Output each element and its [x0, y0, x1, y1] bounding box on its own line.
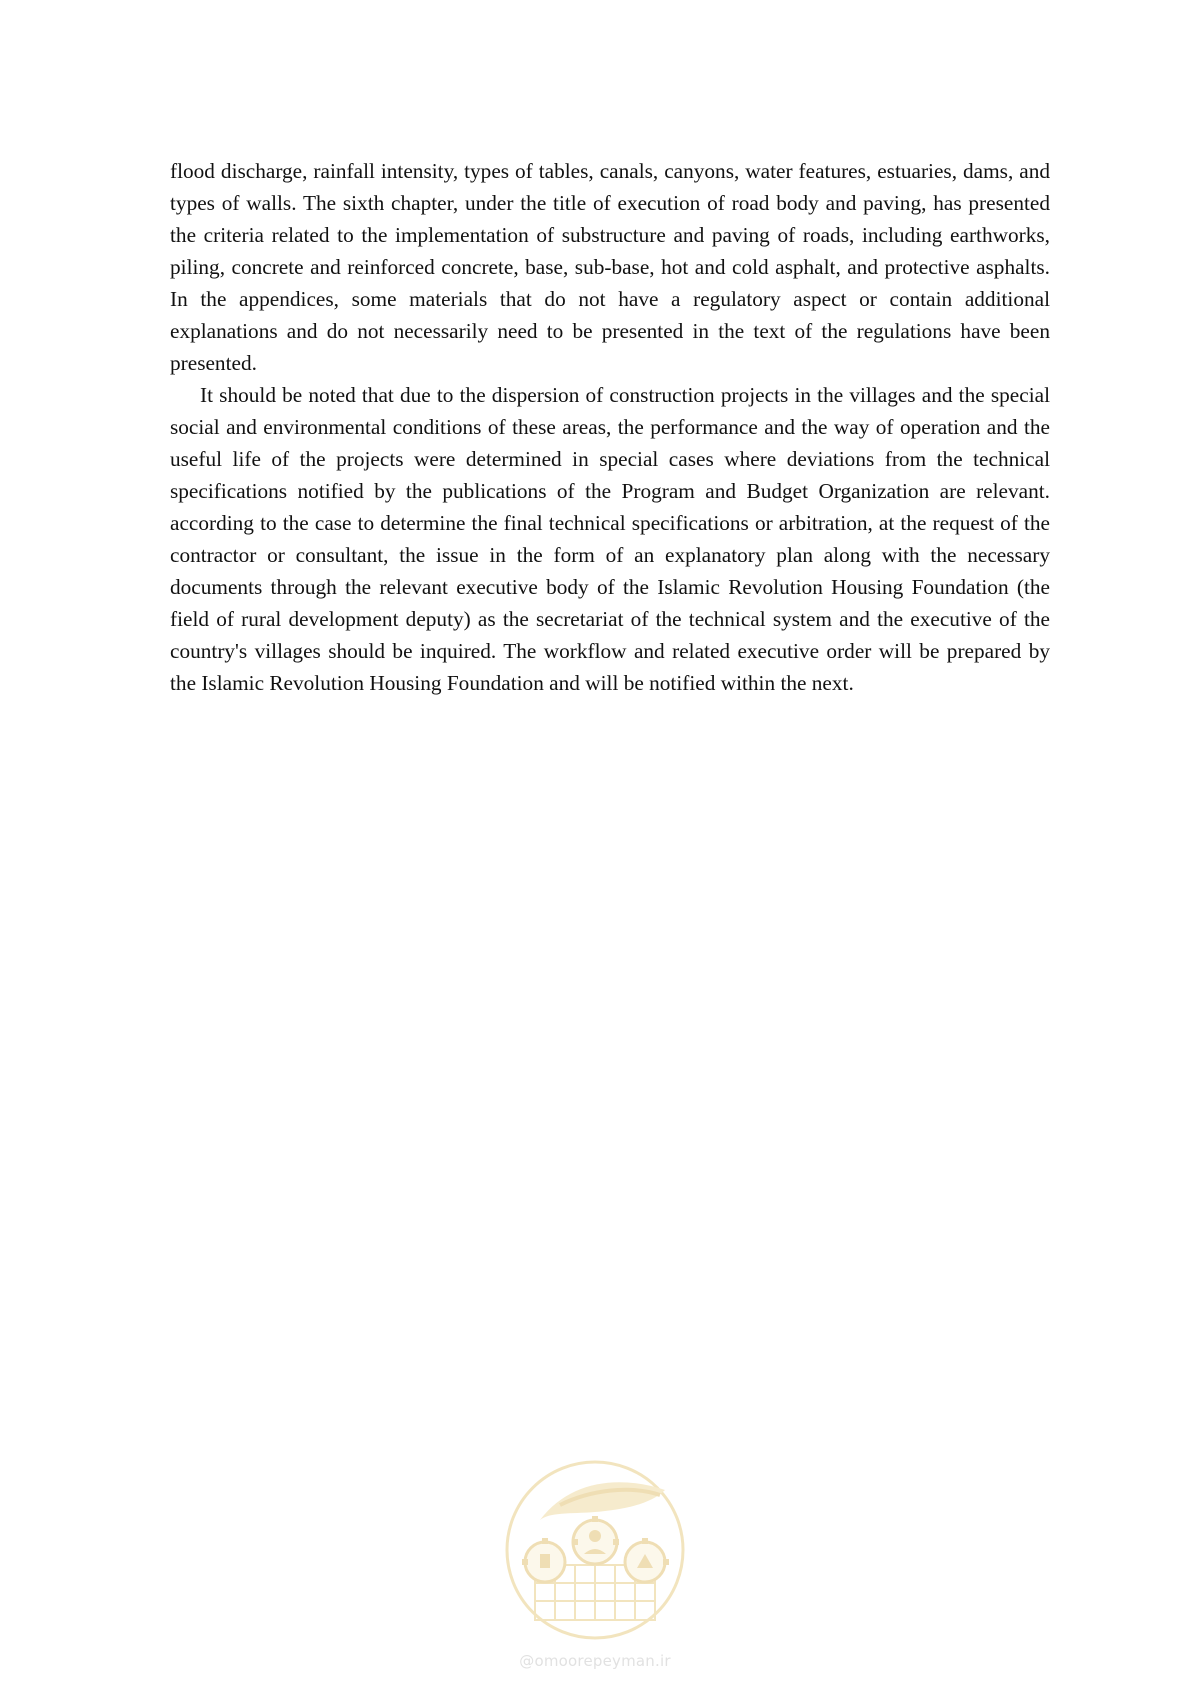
paragraph-2: It should be noted that due to the dispersion of construction projects in the villages and the special social and environmental conditions of these areas, the performance and the way of operation and the useful life of the projects were determined in special cases where deviations from the technical specifications notified by the publications of the Program and Budget Organization are relevant. according to the case to determine the final technical specifications or arbitration, at the request of the contractor or consultant, the issue in the form of an explanatory plan along with the necessary documents through the relevant executive body of the Islamic Revolution Housing Foundation (the field of rural development deputy) as the secretariat of the technical system and the executive of the country's villages should be inquired. The workflow and related executive order will be prepared by the Islamic Revolution Housing Foundation and will be notified within the next. — [170, 383, 1050, 695]
watermark-logo — [500, 1450, 690, 1680]
paragraph-1: flood discharge, rainfall intensity, types of tables, canals, canyons, water features, estuaries, dams, and types of walls. The sixth chapter, under the title of execution of road body and paving, has presented the criteria related to the implementation of substructure and paving of roads, including earthworks, piling, concrete and reinforced concrete, base, sub-base, hot and cold asphalt, and protective asphalts. In the appendices, some materials that do not have a regulatory aspect or contain additional explanations and do not necessarily need to be presented in the text of the regulations have been presented. — [170, 159, 1050, 375]
watermark-url: @omoorepeyman.ir — [519, 1652, 671, 1670]
gear-emblem-icon — [500, 1450, 690, 1650]
body-text — [170, 155, 1050, 699]
